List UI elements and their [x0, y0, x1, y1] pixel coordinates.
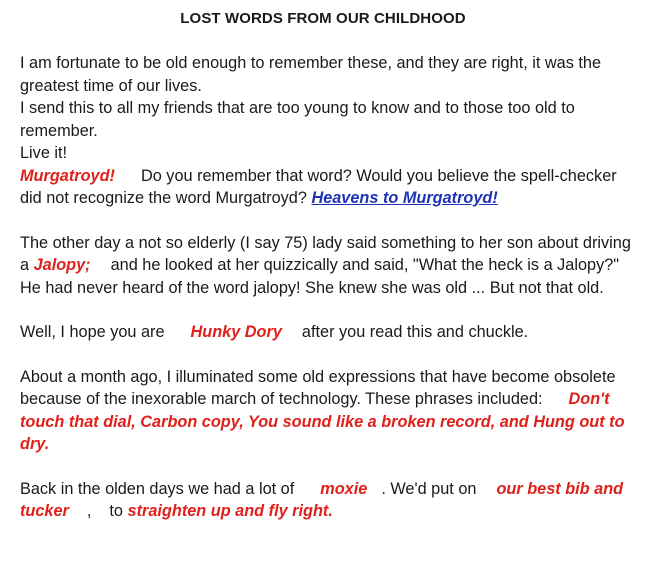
- paragraph-hunky-dory-text-b: after you read this and chuckle.: [301, 323, 529, 341]
- paragraph-spacer: [20, 344, 632, 366]
- highlight-murgatroyd: Murgatroyd!: [20, 166, 115, 185]
- paragraph-moxie-comma: ,: [86, 502, 92, 520]
- intro-line-1: I am fortunate to be old enough to remember these, and they are right, it was the greatest time of our lives.: [20, 54, 602, 95]
- heavens-to-murgatroyd-link[interactable]: Heavens to Murgatroyd!: [311, 189, 498, 207]
- paragraph-moxie: [20, 478, 632, 523]
- document-title: LOST WORDS FROM OUR CHILDHOOD: [180, 10, 466, 27]
- paragraph-moxie-text-a: Back in the olden days we had a lot of: [20, 479, 295, 498]
- document-body: [20, 52, 632, 523]
- paragraph-moxie-text-b: . We'd put on: [381, 479, 477, 498]
- highlight-jalopy: Jalopy;: [33, 256, 91, 274]
- highlight-straighten-up: straighten up and fly right.: [127, 502, 333, 520]
- highlight-best-bib-and-tucker: our best bib and tucker: [20, 479, 624, 520]
- paragraph-spacer: [20, 299, 632, 321]
- highlight-hunky-dory: Hunky Dory: [190, 323, 282, 341]
- paragraph-hunky-dory: [20, 321, 632, 344]
- paragraph-jalopy-text-a: The other day a not so elderly (I say 75) lady said something to her son about driving a: [20, 233, 631, 274]
- intro-line-2: I send this to all my friends that are too young to know and to those too old to remember.: [20, 99, 575, 140]
- paragraph-spacer: [20, 456, 632, 478]
- paragraph-hunky-dory-text-a: Well, I hope you are: [20, 323, 165, 341]
- highlight-moxie: moxie: [320, 479, 368, 498]
- paragraph-old-expressions: [20, 366, 632, 456]
- paragraph-murgatroyd-text: Do you remember that word? Would you believe the spell-checker did not recognize the word Murgatroyd?: [20, 166, 617, 207]
- highlight-old-expressions: Don't touch that dial, Carbon copy, You sound like a broken record, and Hung out to dry.: [20, 390, 625, 453]
- paragraph-old-expressions-text: About a month ago, I illuminated some old expressions that have become obsolete because of the inexorable march of technology. These phrases included:: [20, 367, 616, 408]
- paragraph-jalopy: [20, 232, 632, 300]
- intro-line-3: Live it!: [20, 144, 68, 162]
- paragraph-moxie-text-d: to: [109, 502, 123, 520]
- paragraph-murgatroyd: [20, 165, 632, 210]
- paragraph-spacer: [20, 210, 632, 232]
- paragraph-jalopy-text-b: and he looked at her quizzically and said, "What the heck is a Jalopy?" He had never heard of the word jalopy! She knew she was old ... But not that old.: [20, 256, 620, 297]
